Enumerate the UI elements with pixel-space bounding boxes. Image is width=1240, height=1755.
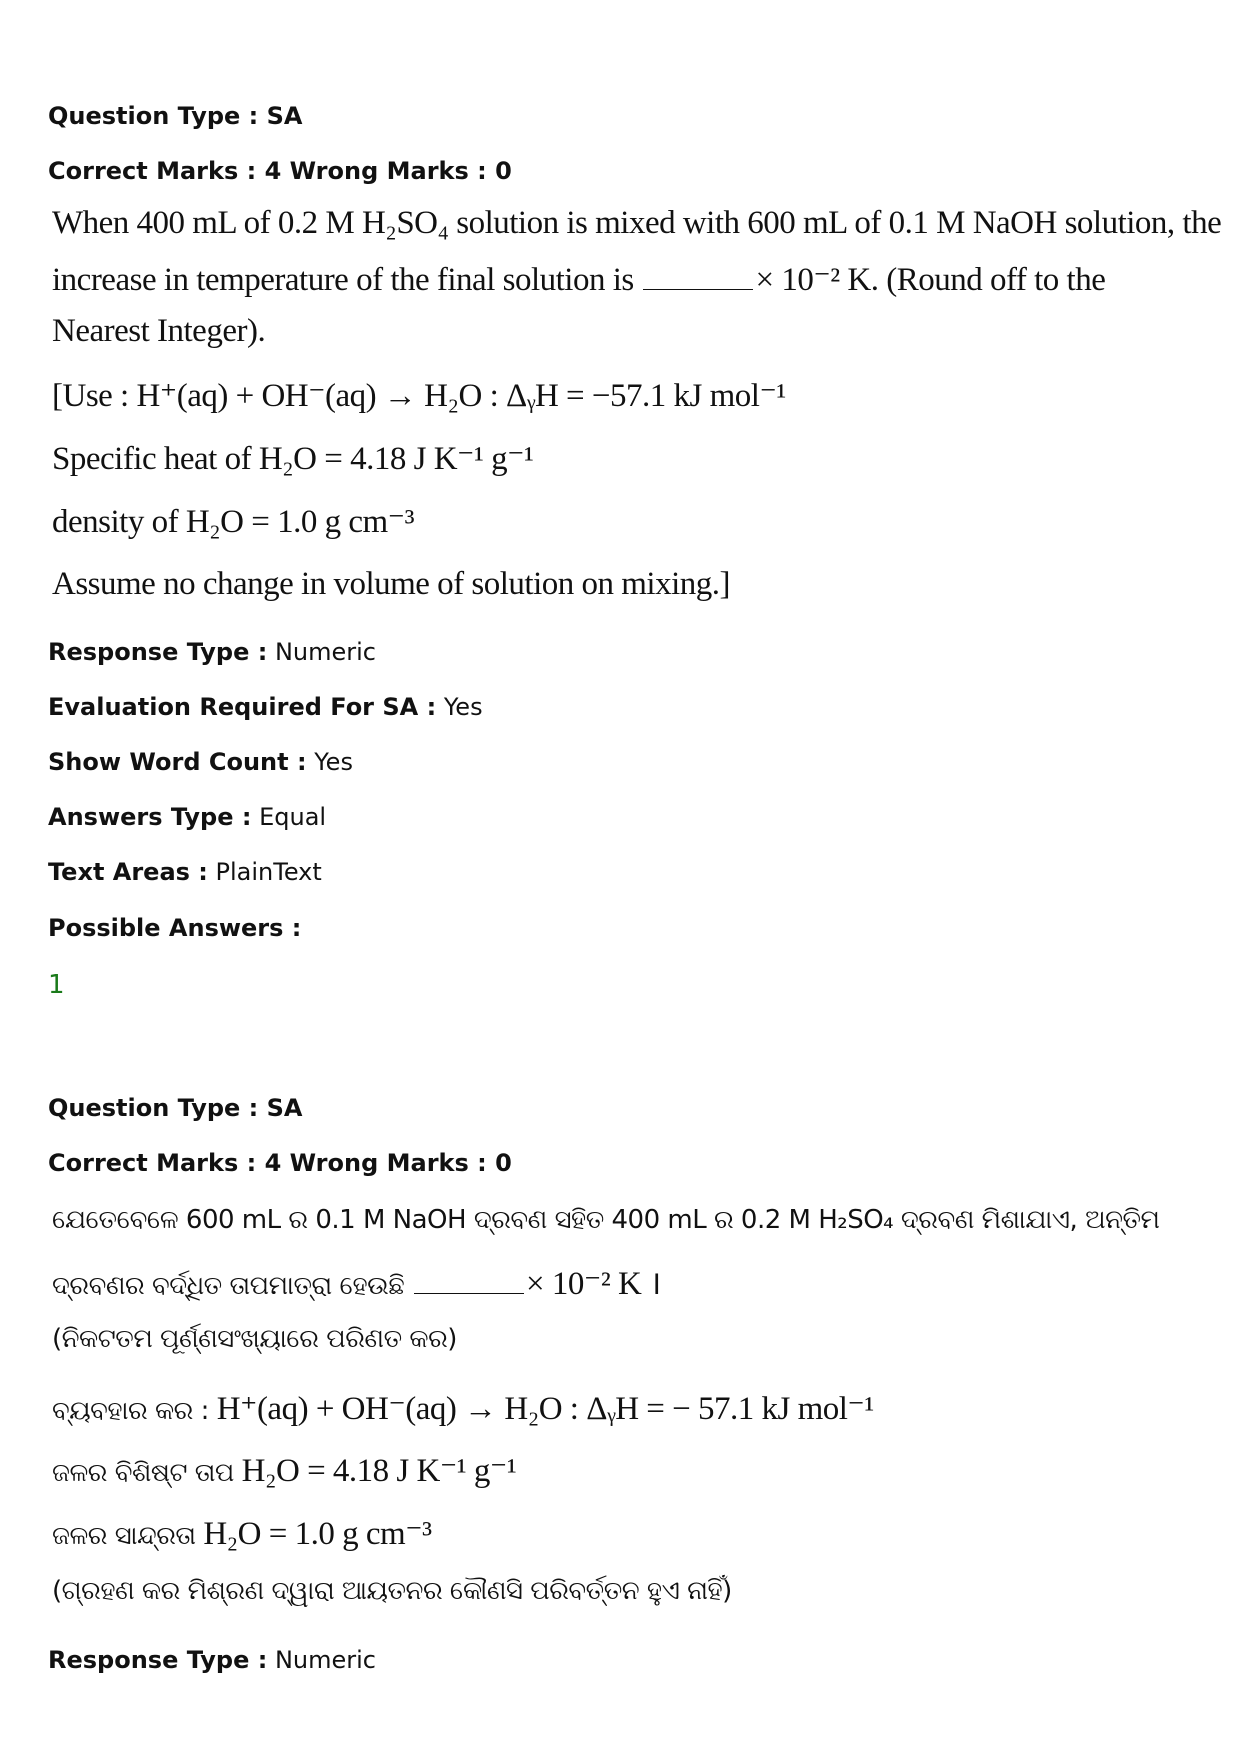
q1-stem-line-1: When 400 mL of 0.2 M H₂SO₄ solution is mixed with 600 mL of 0.1 M NaOH solution, the xyxy=(52,205,1222,241)
q1-response-type: Response Type : Numeric xyxy=(48,638,376,666)
q1-stem-line-5: Specific heat of H₂O = 4.18 J K⁻¹ g⁻¹ xyxy=(52,441,534,477)
q1-text-areas: Text Areas : PlainText xyxy=(48,858,322,886)
q2-stem-line-5: ଜଳର ବିଶିଷ୍ଟ ତାପ H₂O = 4.18 J K⁻¹ g⁻¹ xyxy=(52,1453,517,1489)
q1-stem-line-2: increase in temperature of the final solution is × 10⁻² K. (Round off to the xyxy=(52,262,1106,298)
q1-stem-line-3: Nearest Integer). xyxy=(52,313,266,349)
q2-marks: Correct Marks : 4 Wrong Marks : 0 xyxy=(48,1149,512,1177)
q2-stem-line-3: (ନିକଟତମ ପୂର୍ଣ୍ଣସଂଖ୍ୟାରେ ପରିଣତ କର) xyxy=(52,1324,457,1354)
q1-possible-answer-value: 1 xyxy=(48,970,65,1000)
q1-show-word-count: Show Word Count : Yes xyxy=(48,748,353,776)
answer-blank xyxy=(643,263,753,290)
q2-stem-line-6: ଜଳର ସାନ୍ଦ୍ରତା H₂O = 1.0 g cm⁻³ xyxy=(52,1516,432,1552)
q2-stem-line-4: ବ୍ୟବହାର କର : H⁺(aq) + OH⁻(aq) → H₂O : ΔᵧH = − 57.1 kJ mol⁻¹ xyxy=(52,1391,874,1427)
q2-stem-line-7: (ଗ୍ରହଣ କର ମିଶ୍ରଣ ଦ୍ୱାରା ଆୟତନର କୌଣସି ପରିବର୍ତ୍ତନ ହୁଏ ନାହିଁ) xyxy=(52,1576,732,1606)
q1-stem-line-6: density of H₂O = 1.0 g cm⁻³ xyxy=(52,504,414,540)
q2-question-type: Question Type : SA xyxy=(48,1094,303,1122)
q1-possible-answers-label: Possible Answers : xyxy=(48,914,302,942)
q1-stem-line-4: [Use : H⁺(aq) + OH⁻(aq) → H₂O : ΔᵧH = −57.1 kJ mol⁻¹ xyxy=(52,378,786,414)
q2-stem-line-1: ଯେତେବେଳେ 600 mL ର 0.1 M NaOH ଦ୍ରବଣ ସହିତ 400 mL ର 0.2 M H₂SO₄ ଦ୍ରବଣ ମିଶାଯାଏ, ଅନ୍ତିମ xyxy=(52,1205,1160,1235)
q1-question-type: Question Type : SA xyxy=(48,102,303,130)
q1-answers-type: Answers Type : Equal xyxy=(48,803,327,831)
q1-evaluation-required: Evaluation Required For SA : Yes xyxy=(48,693,483,721)
q2-response-type: Response Type : Numeric xyxy=(48,1646,376,1674)
answer-blank xyxy=(414,1267,524,1294)
q1-stem-line-7: Assume no change in volume of solution on mixing.] xyxy=(52,566,731,602)
q1-marks: Correct Marks : 4 Wrong Marks : 0 xyxy=(48,157,512,185)
q2-stem-line-2: ଦ୍ରବଣର ବର୍ଦ୍ଧିତ ତାପମାତ୍ରା ହେଉଛି × 10⁻² K । xyxy=(52,1266,662,1302)
